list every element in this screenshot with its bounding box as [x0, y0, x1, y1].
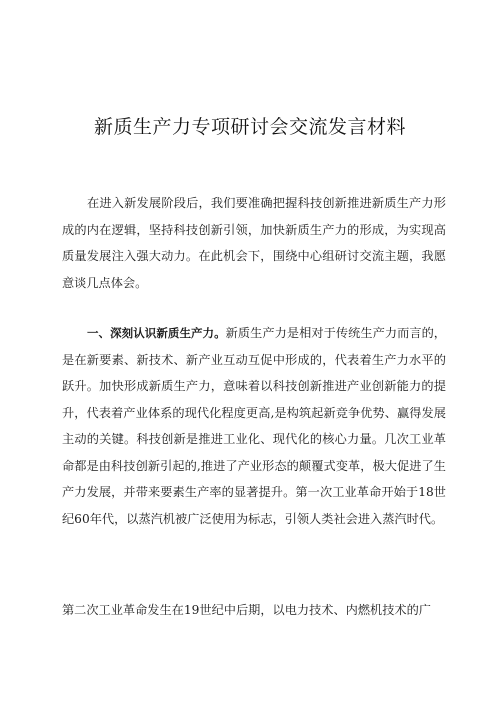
document-title: 新质生产力专项研讨会交流发言材料 — [93, 116, 406, 138]
section-1-text: 新质生产力是相对于传统生产力而言的，是在新要素、新技术、新产业互动互促中形成的，代表着生产力水平的跃升。加快形成新质生产力，意味着以科技创新推进产业创新能力的提升，代表着产业体系的现代化程度更高,是构筑起新竞争优势、赢得发展主动的关键。科技创新是推进工业化、现代化的核心力量。几次工业革命都是由科技创新引起的,推进了产业形态的颠覆式变革，极大促进了生产力发展，并带来要素生产率的显著提升。第一次工业革命开始于18世纪60年代，以蒸汽机被广泛使用为标志，引领人类社会进入蒸汽时代。 — [62, 326, 446, 526]
intro-paragraph: 在进入新发展阶段后，我们要准确把握科技创新推进新质生产力形成的内在逻辑，坚持科技创新引领，加快新质生产力的形成，为实现高质量发展注入强大动力。在此机会下，围绕中心组研讨交流主题，我愿意谈几点体会。 — [62, 196, 446, 290]
section-1-heading: 一、深刻认识新质生产力。 — [87, 326, 226, 340]
section-1-paragraph — [62, 320, 446, 532]
paragraph-3: 第二次工业革命发生在19世纪中后期，以电力技术、内燃机技术的广 — [62, 603, 431, 617]
